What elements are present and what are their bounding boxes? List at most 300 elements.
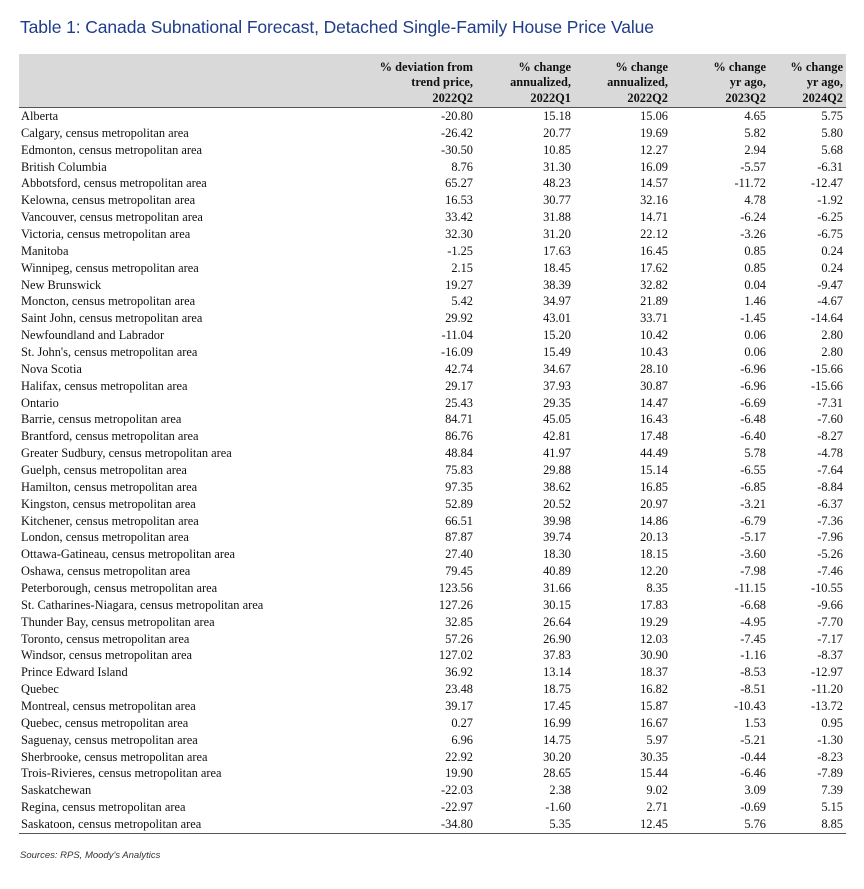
deviation-cell: -22.97 bbox=[440, 800, 473, 815]
table-row bbox=[19, 496, 846, 513]
table-body bbox=[19, 108, 846, 834]
annualized-q1-cell: 26.64 bbox=[543, 614, 571, 629]
table-row bbox=[19, 226, 846, 243]
deviation-cell: 66.51 bbox=[445, 513, 473, 528]
deviation-cell: 29.92 bbox=[445, 311, 473, 326]
deviation-cell: 97.35 bbox=[445, 479, 473, 494]
region-cell: Saskatoon, census metropolitan area bbox=[19, 816, 313, 833]
region-cell: Saint John, census metropolitan area bbox=[21, 311, 203, 326]
yr-ago-2023-cell: 2.94 bbox=[744, 142, 766, 157]
header-yr-ago-2024q2: % change yr ago, 2024Q2 bbox=[790, 60, 843, 105]
table-row bbox=[19, 260, 846, 277]
annualized-q2-cell: 14.47 bbox=[640, 395, 668, 410]
region-cell: British Columbia bbox=[21, 159, 107, 174]
yr-ago-2023-cell: -3.21 bbox=[740, 496, 766, 511]
yr-ago-2023-cell: 5.82 bbox=[744, 125, 766, 140]
region-cell: Oshawa, census metropolitan area bbox=[21, 564, 191, 579]
yr-ago-2024-cell: 5.68 bbox=[821, 142, 843, 157]
yr-ago-2023-cell: 4.78 bbox=[744, 193, 766, 208]
annualized-q2-cell: 32.16 bbox=[640, 193, 668, 208]
region-cell: Quebec bbox=[21, 682, 59, 697]
yr-ago-2023-cell: -6.55 bbox=[740, 462, 766, 477]
yr-ago-2024-cell: -7.64 bbox=[817, 462, 843, 477]
region-cell: Vancouver, census metropolitan area bbox=[21, 210, 203, 225]
yr-ago-2024-cell: -8.84 bbox=[817, 479, 843, 494]
annualized-q1-cell: 30.20 bbox=[543, 749, 571, 764]
annualized-q2-cell: 16.85 bbox=[640, 479, 668, 494]
deviation-cell: -34.80 bbox=[313, 816, 476, 833]
annualized-q2-cell: 17.48 bbox=[640, 429, 668, 444]
annualized-q2-cell: 8.35 bbox=[646, 580, 668, 595]
yr-ago-2024-cell: -7.60 bbox=[817, 412, 843, 427]
table-row bbox=[19, 192, 846, 209]
table-header-row bbox=[19, 54, 846, 108]
annualized-q1-cell: 30.15 bbox=[543, 597, 571, 612]
deviation-cell: 27.40 bbox=[445, 547, 473, 562]
region-cell: Kitchener, census metropolitan area bbox=[21, 513, 199, 528]
yr-ago-2024-cell: -7.31 bbox=[817, 395, 843, 410]
annualized-q1-cell: 18.30 bbox=[543, 547, 571, 562]
annualized-q2-cell: 12.20 bbox=[640, 564, 668, 579]
yr-ago-2023-cell: -8.53 bbox=[740, 665, 766, 680]
annualized-q1-cell: -1.60 bbox=[545, 800, 571, 815]
yr-ago-2024-cell: -7.96 bbox=[817, 530, 843, 545]
table-row bbox=[19, 715, 846, 732]
deviation-cell: 65.27 bbox=[445, 176, 473, 191]
annualized-q1-cell: 20.77 bbox=[543, 125, 571, 140]
annualized-q1-cell: 38.62 bbox=[543, 479, 571, 494]
annualized-q2-cell: 17.62 bbox=[640, 260, 668, 275]
table-row bbox=[19, 428, 846, 445]
yr-ago-2023-cell: -5.21 bbox=[740, 732, 766, 747]
yr-ago-2023-cell: -6.79 bbox=[740, 513, 766, 528]
annualized-q2-cell: 19.69 bbox=[640, 125, 668, 140]
deviation-cell: 123.56 bbox=[438, 580, 473, 595]
annualized-q2-cell: 2.71 bbox=[646, 800, 668, 815]
deviation-cell: 5.42 bbox=[451, 294, 473, 309]
region-cell: Nova Scotia bbox=[21, 361, 82, 376]
region-cell: Toronto, census metropolitan area bbox=[21, 631, 190, 646]
table-row bbox=[19, 462, 846, 479]
table-row bbox=[19, 479, 846, 496]
annualized-q1-cell: 17.63 bbox=[543, 243, 571, 258]
annualized-q2-cell: 33.71 bbox=[640, 311, 668, 326]
annualized-q2-cell: 32.82 bbox=[640, 277, 668, 292]
yr-ago-2023-cell: -4.95 bbox=[740, 614, 766, 629]
yr-ago-2023-cell: -1.16 bbox=[740, 648, 766, 663]
annualized-q2-cell: 16.45 bbox=[640, 243, 668, 258]
region-cell: Trois-Rivieres, census metropolitan area bbox=[21, 766, 222, 781]
yr-ago-2024-cell: 7.39 bbox=[821, 783, 843, 798]
yr-ago-2023-cell: -1.45 bbox=[740, 311, 766, 326]
yr-ago-2024-cell: -12.97 bbox=[810, 665, 843, 680]
annualized-q1-cell: 31.88 bbox=[543, 210, 571, 225]
annualized-q2-cell: 15.87 bbox=[640, 699, 668, 713]
annualized-q1-cell: 39.74 bbox=[543, 530, 571, 545]
table-row bbox=[19, 513, 846, 530]
yr-ago-2023-cell: -6.48 bbox=[740, 412, 766, 427]
annualized-q2-cell: 18.37 bbox=[640, 665, 668, 680]
region-cell: Peterborough, census metropolitan area bbox=[21, 580, 218, 595]
deviation-cell: 42.74 bbox=[445, 361, 473, 376]
table-row bbox=[19, 175, 846, 192]
table-row bbox=[19, 816, 846, 833]
deviation-cell: 25.43 bbox=[445, 395, 473, 410]
region-cell: Saguenay, census metropolitan area bbox=[21, 732, 198, 747]
annualized-q1-cell: 18.75 bbox=[543, 682, 571, 697]
yr-ago-2024-cell: 2.80 bbox=[821, 344, 843, 359]
table-row bbox=[19, 344, 846, 361]
region-cell: Halifax, census metropolitan area bbox=[21, 378, 188, 393]
table-row bbox=[19, 732, 846, 749]
header-annualized-2022q2: % change annualized, 2022Q2 bbox=[607, 60, 668, 105]
yr-ago-2024-cell: 0.95 bbox=[821, 715, 843, 730]
deviation-cell: 39.17 bbox=[445, 699, 473, 713]
region-cell: Guelph, census metropolitan area bbox=[21, 462, 187, 477]
yr-ago-2024-cell: -7.36 bbox=[817, 513, 843, 528]
yr-ago-2023-cell: -7.98 bbox=[740, 564, 766, 579]
table-row bbox=[19, 681, 846, 698]
region-cell: Kelowna, census metropolitan area bbox=[21, 193, 196, 208]
yr-ago-2024-cell: 0.24 bbox=[821, 260, 843, 275]
table-row bbox=[19, 799, 846, 816]
annualized-q2-cell: 15.44 bbox=[640, 766, 668, 781]
yr-ago-2024-cell: -7.46 bbox=[817, 564, 843, 579]
table-row bbox=[19, 293, 846, 310]
region-cell: Quebec, census metropolitan area bbox=[21, 715, 189, 730]
deviation-cell: 52.89 bbox=[445, 496, 473, 511]
deviation-cell: 87.87 bbox=[445, 530, 473, 545]
region-cell: Victoria, census metropolitan area bbox=[21, 226, 191, 241]
region-cell: Montreal, census metropolitan area bbox=[21, 699, 196, 713]
region-cell: Prince Edward Island bbox=[21, 665, 128, 680]
annualized-q1-cell: 31.20 bbox=[543, 226, 571, 241]
region-cell: Windsor, census metropolitan area bbox=[21, 648, 193, 663]
yr-ago-2023-cell: -6.46 bbox=[740, 766, 766, 781]
region-cell: Manitoba bbox=[21, 243, 69, 258]
annualized-q1-cell: 26.90 bbox=[543, 631, 571, 646]
yr-ago-2023-cell: 5.76 bbox=[671, 816, 769, 833]
annualized-q2-cell: 16.43 bbox=[640, 412, 668, 427]
yr-ago-2023-cell: 0.85 bbox=[744, 260, 766, 275]
table-row bbox=[19, 277, 846, 294]
region-cell: Ottawa-Gatineau, census metropolitan area bbox=[21, 547, 235, 562]
table-row bbox=[19, 378, 846, 395]
yr-ago-2024-cell: -13.72 bbox=[810, 699, 843, 713]
yr-ago-2024-cell: -6.31 bbox=[817, 159, 843, 174]
table-row bbox=[19, 648, 846, 665]
yr-ago-2024-cell: -5.26 bbox=[817, 547, 843, 562]
annualized-q2-cell: 30.35 bbox=[640, 749, 668, 764]
region-cell: Greater Sudbury, census metropolitan area bbox=[21, 446, 232, 461]
yr-ago-2023-cell: -8.51 bbox=[740, 682, 766, 697]
region-cell: Barrie, census metropolitan area bbox=[21, 412, 182, 427]
yr-ago-2024-cell: -8.27 bbox=[817, 429, 843, 444]
source-note: Sources: RPS, Moody's Analytics bbox=[20, 850, 161, 861]
region-cell: Ontario bbox=[21, 395, 59, 410]
deviation-cell: 2.15 bbox=[451, 260, 473, 275]
region-cell: Sherbrooke, census metropolitan area bbox=[21, 749, 208, 764]
annualized-q2-cell: 9.02 bbox=[646, 783, 668, 798]
region-cell: Kingston, census metropolitan area bbox=[21, 496, 196, 511]
yr-ago-2024-cell: -6.25 bbox=[817, 210, 843, 225]
yr-ago-2024-cell: -15.66 bbox=[810, 378, 843, 393]
yr-ago-2024-cell: -7.70 bbox=[817, 614, 843, 629]
yr-ago-2023-cell: 5.78 bbox=[744, 446, 766, 461]
annualized-q1-cell: 37.93 bbox=[543, 378, 571, 393]
region-cell: Winnipeg, census metropolitan area bbox=[21, 260, 199, 275]
table-row bbox=[19, 159, 846, 176]
region-cell: Alberta bbox=[19, 108, 313, 125]
yr-ago-2023-cell: -6.40 bbox=[740, 429, 766, 444]
annualized-q1-cell: 2.38 bbox=[549, 783, 571, 798]
annualized-q2-cell: 14.86 bbox=[640, 513, 668, 528]
annualized-q2-cell: 5.97 bbox=[646, 732, 668, 747]
deviation-cell: 19.27 bbox=[445, 277, 473, 292]
annualized-q2-cell: 21.89 bbox=[640, 294, 668, 309]
yr-ago-2024-cell: -7.89 bbox=[817, 766, 843, 781]
annualized-q2-cell: 10.43 bbox=[640, 344, 668, 359]
deviation-cell: 84.71 bbox=[445, 412, 473, 427]
table-row bbox=[19, 698, 846, 715]
annualized-q1-cell: 48.23 bbox=[543, 176, 571, 191]
deviation-cell: 48.84 bbox=[445, 446, 473, 461]
region-cell: Newfoundland and Labrador bbox=[21, 328, 165, 343]
yr-ago-2023-cell: -6.85 bbox=[740, 479, 766, 494]
region-cell: Edmonton, census metropolitan area bbox=[21, 142, 202, 157]
region-cell: St. Catharines-Niagara, census metropolitan area bbox=[21, 597, 264, 612]
yr-ago-2023-cell: -6.96 bbox=[740, 378, 766, 393]
region-cell: London, census metropolitan area bbox=[21, 530, 189, 545]
header-region bbox=[19, 54, 313, 108]
table-row bbox=[19, 597, 846, 614]
table-row bbox=[19, 529, 846, 546]
table-row bbox=[19, 209, 846, 226]
annualized-q1-cell: 28.65 bbox=[543, 766, 571, 781]
table-row bbox=[19, 395, 846, 412]
table-row bbox=[19, 125, 846, 142]
yr-ago-2024-cell: -7.17 bbox=[817, 631, 843, 646]
table-row bbox=[19, 327, 846, 344]
deviation-cell: 8.76 bbox=[451, 159, 473, 174]
yr-ago-2023-cell: -10.43 bbox=[733, 699, 766, 713]
annualized-q2-cell: 12.03 bbox=[640, 631, 668, 646]
deviation-cell: 75.83 bbox=[445, 462, 473, 477]
table-row bbox=[19, 411, 846, 428]
yr-ago-2023-cell: 4.65 bbox=[671, 108, 769, 125]
region-cell: New Brunswick bbox=[21, 277, 102, 292]
deviation-cell: 22.92 bbox=[445, 749, 473, 764]
deviation-cell: 33.42 bbox=[445, 210, 473, 225]
annualized-q2-cell: 15.06 bbox=[574, 108, 671, 125]
yr-ago-2024-cell: -11.20 bbox=[811, 682, 843, 697]
yr-ago-2023-cell: -11.15 bbox=[734, 580, 766, 595]
annualized-q2-cell: 30.87 bbox=[640, 378, 668, 393]
yr-ago-2023-cell: -7.45 bbox=[740, 631, 766, 646]
yr-ago-2023-cell: 1.53 bbox=[744, 715, 766, 730]
annualized-q1-cell: 37.83 bbox=[543, 648, 571, 663]
annualized-q2-cell: 28.10 bbox=[640, 361, 668, 376]
annualized-q1-cell: 15.18 bbox=[476, 108, 574, 125]
yr-ago-2023-cell: -3.26 bbox=[740, 226, 766, 241]
deviation-cell: 16.53 bbox=[445, 193, 473, 208]
yr-ago-2024-cell: -10.55 bbox=[810, 580, 843, 595]
region-cell: Hamilton, census metropolitan area bbox=[21, 479, 198, 494]
yr-ago-2024-cell: -6.37 bbox=[817, 496, 843, 511]
yr-ago-2024-cell: -8.37 bbox=[817, 648, 843, 663]
yr-ago-2024-cell: -14.64 bbox=[810, 311, 843, 326]
yr-ago-2024-cell: -6.75 bbox=[817, 226, 843, 241]
table-row bbox=[19, 361, 846, 378]
deviation-cell: -30.50 bbox=[440, 142, 473, 157]
annualized-q1-cell: 39.98 bbox=[543, 513, 571, 528]
header-yr-ago-2023q2: % change yr ago, 2023Q2 bbox=[713, 60, 766, 105]
annualized-q1-cell: 31.66 bbox=[543, 580, 571, 595]
annualized-q1-cell: 34.67 bbox=[543, 361, 571, 376]
deviation-cell: 23.48 bbox=[445, 682, 473, 697]
table-row bbox=[19, 108, 846, 125]
table-row bbox=[19, 445, 846, 462]
annualized-q2-cell: 18.15 bbox=[640, 547, 668, 562]
deviation-cell: -11.04 bbox=[441, 328, 473, 343]
yr-ago-2023-cell: -6.69 bbox=[740, 395, 766, 410]
deviation-cell: 0.27 bbox=[451, 715, 473, 730]
header-annualized-2022q1: % change annualized, 2022Q1 bbox=[510, 60, 571, 105]
deviation-cell: -22.03 bbox=[440, 783, 473, 798]
annualized-q2-cell: 15.14 bbox=[640, 462, 668, 477]
yr-ago-2023-cell: -0.69 bbox=[740, 800, 766, 815]
table-row bbox=[19, 749, 846, 766]
yr-ago-2024-cell: -4.78 bbox=[817, 446, 843, 461]
yr-ago-2023-cell: -6.68 bbox=[740, 597, 766, 612]
annualized-q2-cell: 22.12 bbox=[640, 226, 668, 241]
yr-ago-2024-cell: 0.24 bbox=[821, 243, 843, 258]
annualized-q1-cell: 40.89 bbox=[543, 564, 571, 579]
table-title: Table 1: Canada Subnational Forecast, Detached Single-Family House Price Value bbox=[20, 17, 654, 37]
annualized-q1-cell: 15.20 bbox=[543, 328, 571, 343]
annualized-q1-cell: 38.39 bbox=[543, 277, 571, 292]
yr-ago-2024-cell: 5.75 bbox=[769, 108, 846, 125]
yr-ago-2023-cell: 1.46 bbox=[744, 294, 766, 309]
deviation-cell: -26.42 bbox=[440, 125, 473, 140]
region-cell: Regina, census metropolitan area bbox=[21, 800, 186, 815]
yr-ago-2023-cell: 0.06 bbox=[744, 344, 766, 359]
annualized-q1-cell: 18.45 bbox=[543, 260, 571, 275]
region-cell: Moncton, census metropolitan area bbox=[21, 294, 196, 309]
yr-ago-2024-cell: -4.67 bbox=[817, 294, 843, 309]
table-row bbox=[19, 614, 846, 631]
annualized-q1-cell: 29.35 bbox=[543, 395, 571, 410]
annualized-q1-cell: 17.45 bbox=[543, 699, 571, 713]
deviation-cell: 127.02 bbox=[438, 648, 473, 663]
annualized-q2-cell: 16.67 bbox=[640, 715, 668, 730]
deviation-cell: -1.25 bbox=[447, 243, 473, 258]
yr-ago-2024-cell: -1.30 bbox=[817, 732, 843, 747]
annualized-q2-cell: 19.29 bbox=[640, 614, 668, 629]
region-cell: Calgary, census metropolitan area bbox=[21, 125, 189, 140]
table-row bbox=[19, 243, 846, 260]
table-row bbox=[19, 580, 846, 597]
annualized-q1-cell: 13.14 bbox=[543, 665, 571, 680]
deviation-cell: 57.26 bbox=[445, 631, 473, 646]
yr-ago-2024-cell: -8.23 bbox=[817, 749, 843, 764]
annualized-q2-cell: 10.42 bbox=[640, 328, 668, 343]
yr-ago-2024-cell: -12.47 bbox=[810, 176, 843, 191]
yr-ago-2023-cell: -6.24 bbox=[740, 210, 766, 225]
table-row bbox=[19, 631, 846, 648]
yr-ago-2023-cell: -5.17 bbox=[740, 530, 766, 545]
deviation-cell: -16.09 bbox=[440, 344, 473, 359]
yr-ago-2023-cell: 0.06 bbox=[744, 328, 766, 343]
table-row bbox=[19, 782, 846, 799]
annualized-q2-cell: 16.09 bbox=[640, 159, 668, 174]
annualized-q1-cell: 34.97 bbox=[543, 294, 571, 309]
yr-ago-2024-cell: -15.66 bbox=[810, 361, 843, 376]
yr-ago-2023-cell: -11.72 bbox=[734, 176, 766, 191]
annualized-q1-cell: 20.52 bbox=[543, 496, 571, 511]
annualized-q1-cell: 14.75 bbox=[543, 732, 571, 747]
yr-ago-2023-cell: 3.09 bbox=[744, 783, 766, 798]
forecast-table bbox=[19, 54, 846, 834]
annualized-q1-cell: 16.99 bbox=[543, 715, 571, 730]
deviation-cell: 36.92 bbox=[445, 665, 473, 680]
yr-ago-2024-cell: 8.85 bbox=[769, 816, 846, 833]
annualized-q1-cell: 10.85 bbox=[543, 142, 571, 157]
annualized-q2-cell: 44.49 bbox=[640, 446, 668, 461]
yr-ago-2023-cell: 0.85 bbox=[744, 243, 766, 258]
annualized-q1-cell: 5.35 bbox=[476, 816, 574, 833]
yr-ago-2023-cell: -3.60 bbox=[740, 547, 766, 562]
annualized-q1-cell: 31.30 bbox=[543, 159, 571, 174]
annualized-q2-cell: 14.57 bbox=[640, 176, 668, 191]
deviation-cell: 29.17 bbox=[445, 378, 473, 393]
yr-ago-2024-cell: -9.66 bbox=[817, 597, 843, 612]
yr-ago-2023-cell: -5.57 bbox=[740, 159, 766, 174]
deviation-cell: 19.90 bbox=[445, 766, 473, 781]
deviation-cell: 79.45 bbox=[445, 564, 473, 579]
yr-ago-2024-cell: -9.47 bbox=[817, 277, 843, 292]
deviation-cell: 86.76 bbox=[445, 429, 473, 444]
annualized-q2-cell: 12.45 bbox=[574, 816, 671, 833]
deviation-cell: 32.30 bbox=[445, 226, 473, 241]
annualized-q1-cell: 29.88 bbox=[543, 462, 571, 477]
table-row bbox=[19, 563, 846, 580]
annualized-q2-cell: 20.13 bbox=[640, 530, 668, 545]
table-row bbox=[19, 766, 846, 783]
region-cell: Saskatchewan bbox=[21, 783, 92, 798]
region-cell: Abbotsford, census metropolitan area bbox=[21, 176, 207, 191]
annualized-q2-cell: 30.90 bbox=[640, 648, 668, 663]
annualized-q2-cell: 16.82 bbox=[640, 682, 668, 697]
deviation-cell: 127.26 bbox=[438, 597, 473, 612]
annualized-q2-cell: 14.71 bbox=[640, 210, 668, 225]
annualized-q1-cell: 30.77 bbox=[543, 193, 571, 208]
yr-ago-2024-cell: 5.15 bbox=[821, 800, 843, 815]
yr-ago-2023-cell: -0.44 bbox=[740, 749, 766, 764]
annualized-q1-cell: 43.01 bbox=[543, 311, 571, 326]
deviation-cell: -20.80 bbox=[313, 108, 476, 125]
annualized-q1-cell: 41.97 bbox=[543, 446, 571, 461]
region-cell: Brantford, census metropolitan area bbox=[21, 429, 199, 444]
annualized-q1-cell: 45.05 bbox=[543, 412, 571, 427]
deviation-cell: 32.85 bbox=[445, 614, 473, 629]
yr-ago-2023-cell: -6.96 bbox=[740, 361, 766, 376]
deviation-cell: 6.96 bbox=[451, 732, 473, 747]
yr-ago-2024-cell: 5.80 bbox=[821, 125, 843, 140]
annualized-q2-cell: 12.27 bbox=[640, 142, 668, 157]
yr-ago-2024-cell: 2.80 bbox=[821, 328, 843, 343]
region-cell: Thunder Bay, census metropolitan area bbox=[21, 614, 215, 629]
